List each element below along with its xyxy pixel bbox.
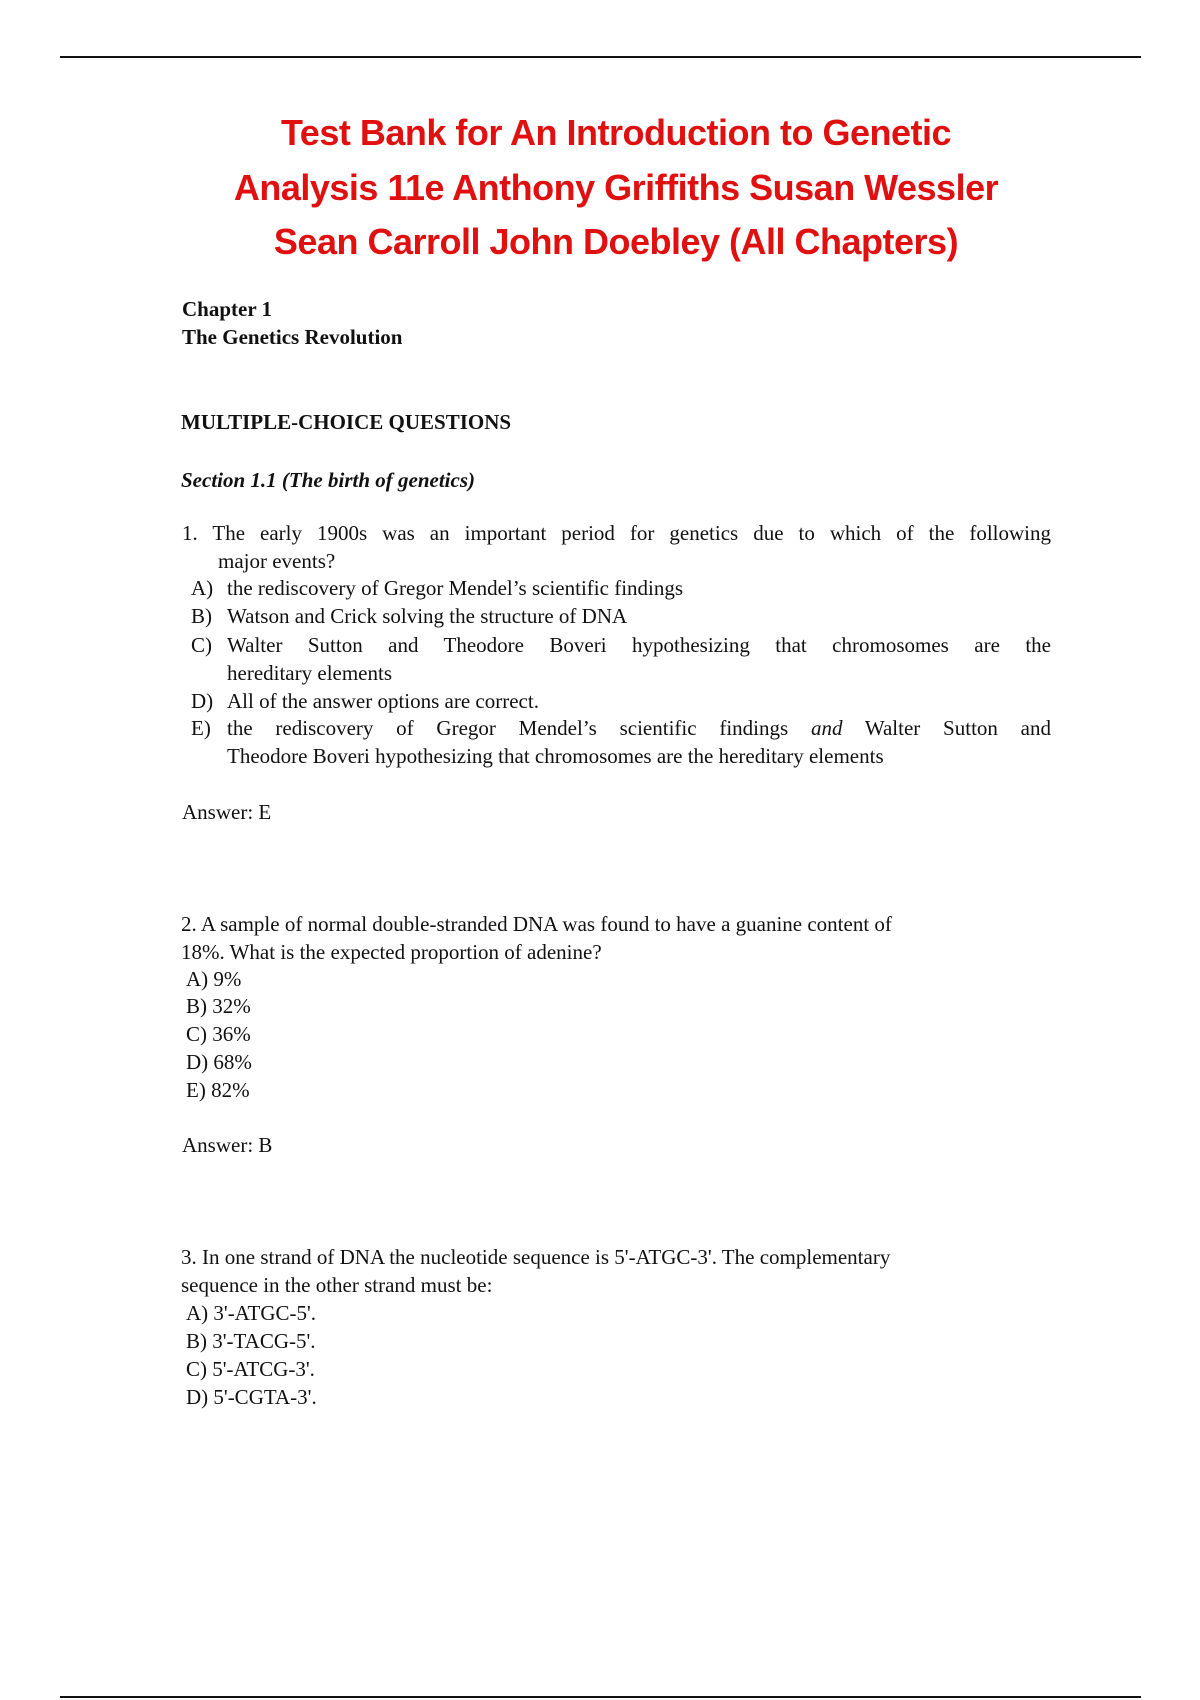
option: A) 3'-ATGC-5'. (186, 1301, 317, 1325)
option-text-part: the rediscovery of Gregor Mendel’s scientific findings (227, 716, 789, 740)
chapter-name: The Genetics Revolution (182, 325, 403, 349)
option: C) 5'-ATCG-3'. (186, 1357, 315, 1381)
subsection-heading: Section 1.1 (The birth of genetics) (181, 468, 475, 492)
bottom-rule (60, 1696, 1141, 1698)
section-heading: MULTIPLE-CHOICE QUESTIONS (181, 410, 512, 434)
option: B) 3'-TACG-5'. (186, 1329, 316, 1353)
option-text: All of the answer options are correct. (227, 689, 539, 713)
option-text: Walter Sutton and Theodore Boveri hypothesizing that chromosomes are the (227, 633, 1051, 657)
option: C) 36% (186, 1022, 251, 1046)
option-text-emphasis: and (810, 716, 843, 740)
option-letter: A) (191, 576, 214, 600)
option-letter: D) (191, 689, 214, 713)
option-letter: E) (191, 716, 211, 740)
option: B) 32% (186, 994, 251, 1018)
title-line: Analysis 11e Anthony Griffiths Susan Wessler (233, 167, 999, 208)
question-stem: sequence in the other strand must be: (181, 1273, 493, 1297)
question-stem: 2. A sample of normal double-stranded DNA was found to have a guanine content of (181, 912, 892, 936)
answer: Answer: B (182, 1133, 273, 1157)
option-letter: C) (191, 633, 212, 657)
top-rule (60, 56, 1141, 58)
title-line: Sean Carroll John Doebley (All Chapters) (273, 221, 959, 262)
option-text: the rediscovery of Gregor Mendel’s scientific findings (227, 576, 684, 600)
question-stem: major events? (218, 549, 336, 573)
option: D) 68% (186, 1050, 252, 1074)
option-text: Watson and Crick solving the structure of DNA (227, 604, 628, 628)
question-stem: 1. The early 1900s was an important period for genetics due to which of the following (182, 521, 1051, 545)
option: D) 5'-CGTA-3'. (186, 1385, 317, 1409)
option-text-part: Walter Sutton and (864, 716, 1051, 740)
chapter-number: Chapter 1 (182, 297, 273, 321)
option-text: hereditary elements (227, 661, 393, 685)
option-text (227, 714, 1051, 742)
option-text: Theodore Boveri hypothesizing that chromosomes are the hereditary elements (227, 744, 884, 768)
question-stem: 3. In one strand of DNA the nucleotide sequence is 5'-ATGC-3'. The complementary (181, 1245, 891, 1269)
option: E) 82% (186, 1078, 250, 1102)
question-stem: 18%. What is the expected proportion of adenine? (181, 940, 602, 964)
option-letter: B) (191, 604, 212, 628)
option: A) 9% (186, 967, 242, 991)
title-line: Test Bank for An Introduction to Genetic (280, 112, 951, 153)
answer: Answer: E (182, 800, 272, 824)
